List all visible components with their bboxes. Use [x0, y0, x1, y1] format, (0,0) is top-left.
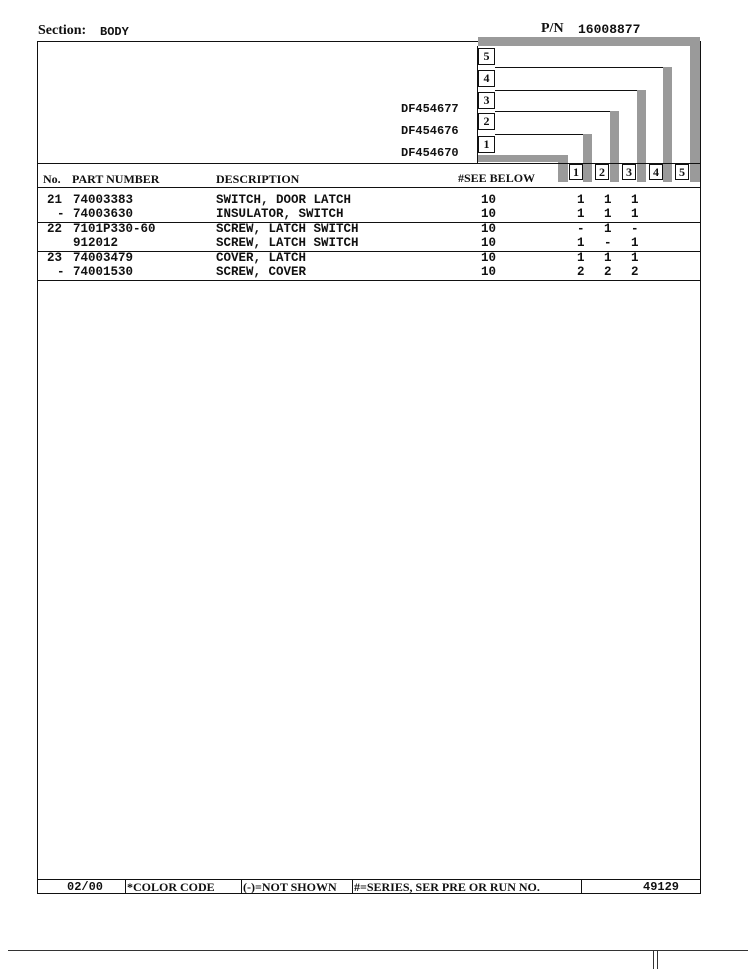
model-code-2: DF454676 [401, 124, 459, 138]
binding-mark [653, 951, 654, 969]
footer-page-code: 49129 [643, 880, 680, 894]
description: SWITCH, DOOR LATCH [216, 193, 352, 207]
qty-1: - [577, 222, 585, 236]
table-row [37, 251, 639, 265]
part-number-label: P/N [541, 21, 564, 36]
item-number: 23 [47, 251, 63, 265]
part-number: 7101P330-60 [73, 222, 156, 236]
section-value: BODY [100, 25, 129, 39]
col-header-model-2: 2 [595, 164, 609, 180]
part-number: 912012 [73, 236, 119, 250]
qty-2: 2 [604, 265, 612, 279]
model-5-box: 5 [478, 48, 495, 65]
model-4-box: 4 [478, 70, 495, 87]
binding-mark [657, 951, 658, 969]
model-code-1: DF454670 [401, 146, 459, 160]
item-number: - [57, 265, 65, 279]
qty-1: 1 [577, 251, 585, 265]
description: SCREW, LATCH SWITCH [216, 222, 359, 236]
col-header-description: DESCRIPTION [216, 172, 300, 186]
table-row [37, 222, 639, 236]
table-row [37, 265, 639, 279]
qty-2: 1 [604, 207, 612, 221]
qty-1: 1 [577, 207, 585, 221]
series: 10 [481, 193, 497, 207]
section-label: Section: [38, 23, 87, 38]
part-number: 74001530 [73, 265, 134, 279]
qty-1: 2 [577, 265, 585, 279]
qty-2: 1 [604, 222, 612, 236]
qty-2: 1 [604, 251, 612, 265]
description: SCREW, LATCH SWITCH [216, 236, 359, 250]
part-number: 74003479 [73, 251, 134, 265]
group-divider [37, 280, 701, 281]
qty-3: 2 [631, 265, 639, 279]
footer-bar [37, 879, 701, 894]
page-edge-line [8, 950, 748, 951]
description: INSULATOR, SWITCH [216, 207, 344, 221]
col-header-model-1: 1 [569, 164, 583, 180]
group-divider [37, 251, 701, 252]
series: 10 [481, 236, 497, 250]
col-header-no: No. [43, 172, 61, 186]
qty-1: 1 [577, 236, 585, 250]
series: 10 [481, 251, 497, 265]
qty-2: - [604, 236, 612, 250]
part-number-value: 16008877 [578, 22, 641, 37]
qty-3: 1 [631, 193, 639, 207]
table-row [37, 236, 639, 250]
qty-3: 1 [631, 207, 639, 221]
description: COVER, LATCH [216, 251, 307, 265]
description: SCREW, COVER [216, 265, 307, 279]
col-header-see-below: #SEE BELOW [458, 171, 536, 185]
series: 10 [481, 265, 497, 279]
model-3-box: 3 [478, 92, 495, 109]
model-1-box: 1 [478, 136, 495, 153]
footer-not-shown: (-)=NOT SHOWN [243, 880, 337, 894]
item-number: 21 [47, 193, 63, 207]
col-header-part-number: PART NUMBER [72, 172, 160, 186]
qty-3: 1 [631, 251, 639, 265]
parts-list [37, 193, 701, 283]
group-divider [37, 222, 701, 223]
model-code-3: DF454677 [401, 102, 459, 116]
footer-color-code: *COLOR CODE [127, 880, 215, 894]
table-row [37, 207, 639, 221]
col-header-model-3: 3 [622, 164, 636, 180]
item-number: - [57, 207, 65, 221]
qty-2: 1 [604, 193, 612, 207]
item-number: 22 [47, 222, 63, 236]
footer-series-note: #=SERIES, SER PRE OR RUN NO. [354, 880, 540, 894]
series: 10 [481, 222, 497, 236]
part-number: 74003383 [73, 193, 134, 207]
table-row [37, 193, 639, 207]
col-header-model-4: 4 [649, 164, 663, 180]
series: 10 [481, 207, 497, 221]
qty-3: - [631, 222, 639, 236]
qty-1: 1 [577, 193, 585, 207]
qty-3: 1 [631, 236, 639, 250]
model-2-box: 2 [478, 113, 495, 130]
col-header-model-5: 5 [675, 164, 689, 180]
part-number: 74003630 [73, 207, 134, 221]
footer-date: 02/00 [67, 880, 104, 894]
